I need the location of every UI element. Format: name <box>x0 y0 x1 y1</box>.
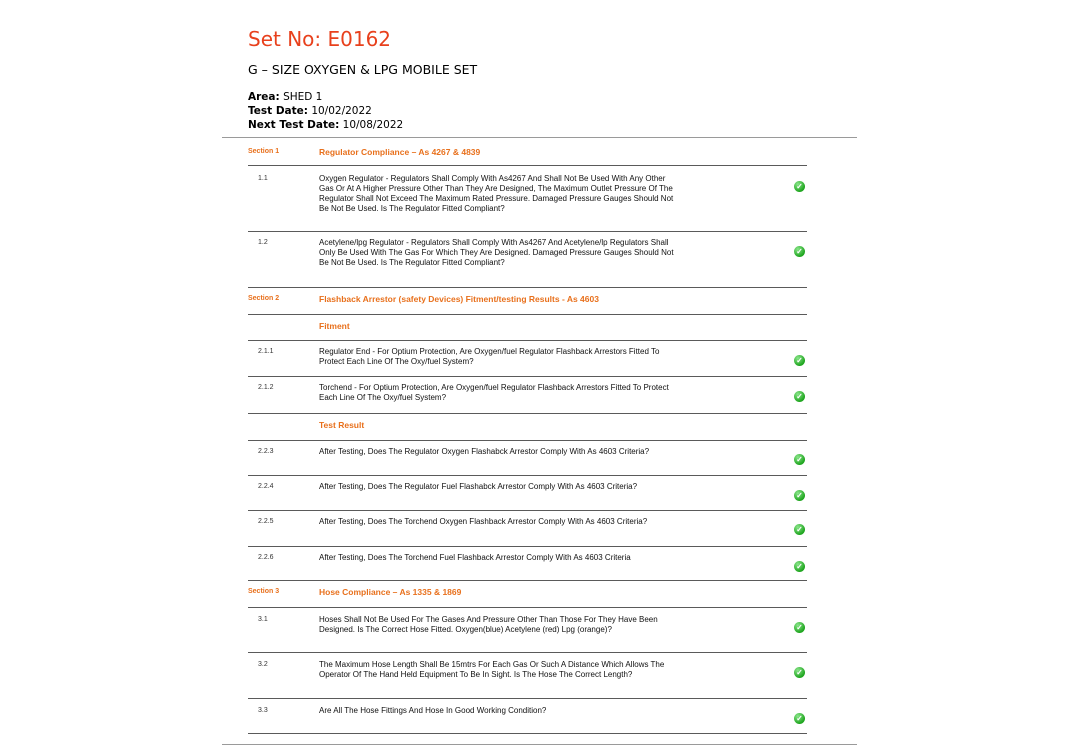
item-number: 3.2 <box>258 661 268 668</box>
item-number: 3.3 <box>258 707 268 714</box>
checkmark-icon: ✓ <box>794 355 805 366</box>
set-number: Set No: E0162 <box>248 27 392 51</box>
item-text: After Testing, Does The Regulator Oxygen Flashabck Arrestor Comply With As 4603 Criteria? <box>319 447 650 456</box>
section-title: Flashback Arrestor (safety Devices) Fitment/testing Results - As 4603 <box>319 294 599 304</box>
item-number: 2.2.5 <box>258 518 274 525</box>
checkmark-icon: ✓ <box>794 667 805 678</box>
set-title: G – SIZE OXYGEN & LPG MOBILE SET <box>248 62 478 77</box>
next-test-date-value: 10/08/2022 <box>342 119 404 131</box>
section-header-row <box>248 580 807 608</box>
checklist-row <box>248 231 807 288</box>
area-value: SHED 1 <box>283 91 323 103</box>
area-label: Area: <box>248 91 280 103</box>
section-label: Section 2 <box>248 295 280 302</box>
checklist-row <box>248 340 807 377</box>
subsection-row <box>248 413 807 441</box>
checkmark-icon: ✓ <box>794 391 805 402</box>
section-header-row <box>248 141 807 166</box>
item-number: 1.2 <box>258 239 268 246</box>
item-number: 2.2.3 <box>258 448 274 455</box>
test-date-line <box>248 104 477 118</box>
item-number: 1.1 <box>258 175 268 182</box>
test-date-label: Test Date: <box>248 105 308 117</box>
section-title: Hose Compliance – As 1335 & 1869 <box>319 587 462 597</box>
checkmark-icon: ✓ <box>794 490 805 501</box>
item-text: Are All The Hose Fittings And Hose In Good Working Condition? <box>319 706 547 715</box>
checkmark-icon: ✓ <box>794 246 805 257</box>
item-number: 2.2.6 <box>258 554 274 561</box>
next-test-date-label: Next Test Date: <box>248 119 340 131</box>
checklist-row <box>248 510 807 547</box>
checkmark-icon: ✓ <box>794 454 805 465</box>
checkmark-icon: ✓ <box>794 524 805 535</box>
item-number: 3.1 <box>258 616 268 623</box>
item-text: The Maximum Hose Length Shall Be 15mtrs For Each Gas Or Such A Distance Which Allows The Operator Of The Hand Held Equipment To Be In Sight. Is The Hose The Correct Length? <box>319 660 665 679</box>
checklist-row <box>248 165 807 232</box>
checklist-row <box>248 546 807 581</box>
section-label: Section 1 <box>248 148 280 155</box>
bottom-divider <box>222 744 857 745</box>
item-number: 2.1.2 <box>258 384 274 391</box>
checklist-row <box>248 440 807 476</box>
section-label: Section 3 <box>248 588 280 595</box>
checkmark-icon: ✓ <box>794 622 805 633</box>
item-text: Regulator End - For Optium Protection, Are Oxygen/fuel Regulator Flashback Arrestors Fitted To Protect Each Line Of The Oxy/fuel System? <box>319 347 660 366</box>
subsection-title: Fitment <box>319 321 350 331</box>
item-text: After Testing, Does The Torchend Oxygen Flashback Arrestor Comply With As 4603 Criteria? <box>319 517 648 526</box>
checklist-row <box>248 607 807 653</box>
checklist-row <box>248 376 807 414</box>
checklist-row <box>248 698 807 734</box>
area-line <box>248 90 477 104</box>
meta-block <box>248 90 477 132</box>
document-header <box>248 26 477 132</box>
checklist-row <box>248 475 807 511</box>
item-text: Oxygen Regulator - Regulators Shall Comply With As4267 And Shall Not Be Used With Any Other Gas Or At A Higher Pressure Other Than They Are Designed, The Maximum Outlet Pressure Of The Regulator Shall Not Exceed The Maximum Rated Pressure. Damaged Pressure Gauges Should Not Be Not Be Used. Is The Regulator Fitted Compliant? <box>319 174 674 213</box>
item-number: 2.2.4 <box>258 483 274 490</box>
checkmark-icon: ✓ <box>794 181 805 192</box>
section-header-row <box>248 287 807 315</box>
test-date-value: 10/02/2022 <box>311 105 372 117</box>
subsection-title: Test Result <box>319 420 365 430</box>
item-text: Hoses Shall Not Be Used For The Gases And Pressure Other Than Those For They Have Been Designed. Is The Correct Hose Fitted. Oxygen(blue) Acetylene (red) Lpg (orange)? <box>319 615 658 634</box>
subsection-row <box>248 314 807 341</box>
section-title: Regulator Compliance – As 4267 & 4839 <box>319 147 481 157</box>
item-text: Torchend - For Optium Protection, Are Oxygen/fuel Regulator Flashback Arrestors Fitted To Protect Each Line Of The Oxy/fuel System? <box>319 383 669 402</box>
checkmark-icon: ✓ <box>794 713 805 724</box>
next-test-date-line <box>248 118 477 132</box>
item-text: Acetylene/lpg Regulator - Regulators Shall Comply With As4267 And Acetylene/lp Regulators Shall Only Be Used With The Gas For Which They Are Designed. Damaged Pressure Gauges Should Not Be Not Be Used. Is The Regulator Fitted Compliant? <box>319 238 674 267</box>
item-text: After Testing, Does The Torchend Fuel Flashback Arrestor Comply With As 4603 Criteria <box>319 553 631 562</box>
checklist-row <box>248 652 807 699</box>
top-divider <box>222 137 857 138</box>
item-text: After Testing, Does The Regulator Fuel Flashabck Arrestor Comply With As 4603 Criteria? <box>319 482 638 491</box>
item-number: 2.1.1 <box>258 348 274 355</box>
checkmark-icon: ✓ <box>794 561 805 572</box>
